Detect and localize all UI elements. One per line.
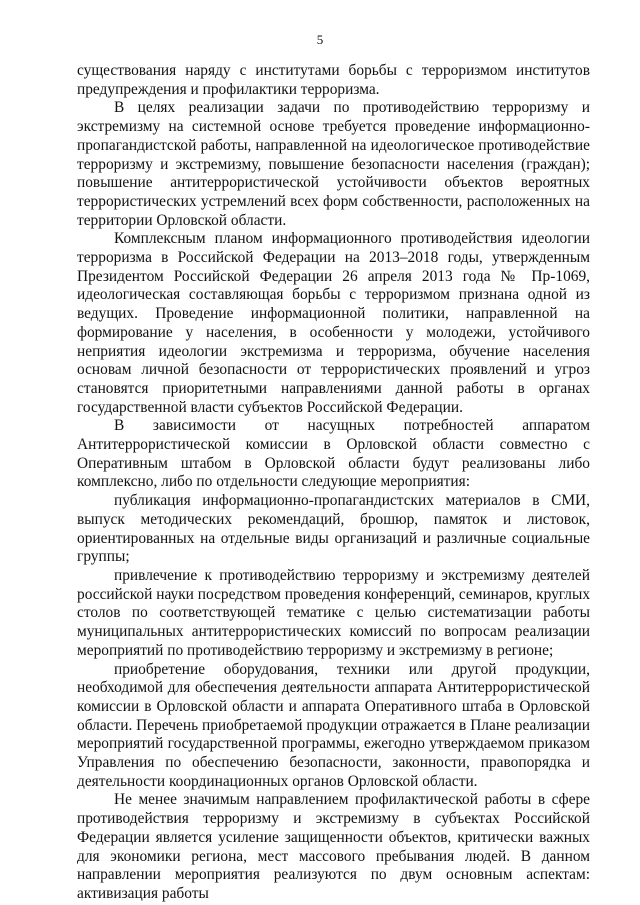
list-item-equipment: приобретение оборудования, техники или другой продукции, необходимой для обеспечения деятельности аппарата Антитеррористической комиссии в Орловской области и аппарата Оперативного штаба в Орловской области. Перечень приобретаемой продукции отражается в Плане реализации мероприятий государственной программы, ежегодно утверждаемом приказом Управления по обеспечению безопасности, законности, правопорядка и деятельности координационных органов Орловской области. (77, 660, 590, 790)
document-body (77, 62, 590, 904)
paragraph-continuation: существования наряду с институтами борьбы с терроризмом институтов предупреждения и профилактики терроризма. (77, 62, 590, 98)
page-number: 5 (316, 32, 324, 47)
paragraph-complex-plan: Комплексным планом информационного противодействия идеологии терроризма в Российской Федерации на 2013–2018 годы, утвержденным Президентом Российской Федерации 26 апреля 2013 года № Пр-1069, идеологическая составляющая борьбы с терроризмом признана одной из ведущих. Проведение информационной политики, направленной на формирование у населения, в особенности у молодежи, устойчивого неприятия идеологии экстремизма и терроризма, обучение населения основам личной безопасности от террористических проявлений и угроз становятся приоритетными направлениями данной работы в органах государственной власти субъектов Российской Федерации. (77, 230, 590, 416)
list-item-science: привлечение к противодействию терроризму и экстремизму деятелей российской науки посредством проведения конференций, семинаров, круглых столов по соответствующей тематике с целью систематизации работы муниципальных антитеррористических комиссий по вопросам реализации мероприятий по противодействию терроризму и экстремизму в регионе; (77, 566, 591, 659)
paragraph-goals: В целях реализации задачи по противодействию терроризму и экстремизму на системной основе требуется проведение информационно-пропагандистской работы, направленной на идеологическое противодействие терроризму и экстремизму, повышение безопасности населения (граждан); повышение антитеррористической устойчивости объектов вероятных террористических устремлений всех форм собственности, расположенных на территории Орловской области. (77, 99, 590, 229)
paragraph-measures-intro: В зависимости от насущных потребностей аппаратом Антитеррористической комиссии в Орловской области совместно с Оперативным штабом в Орловской области будут реализованы либо комплексно, либо по отдельности следующие мероприятия: (77, 417, 590, 491)
list-item-publications: публикация информационно-пропагандистских материалов в СМИ, выпуск методических рекомендаций, брошюр, памяток и листовок, ориентированных на отдельные виды организаций и различные социальные группы; (77, 492, 590, 566)
paragraph-protection: Не менее значимым направлением профилактической работы в сфере противодействия терроризму и экстремизму в субъектах Российской Федерации является усиление защищенности объектов, критически важных для экономики региона, мест массового пребывания людей. В данном направлении мероприятия реализуются по двум основным аспектам: активизация работы (77, 791, 590, 902)
